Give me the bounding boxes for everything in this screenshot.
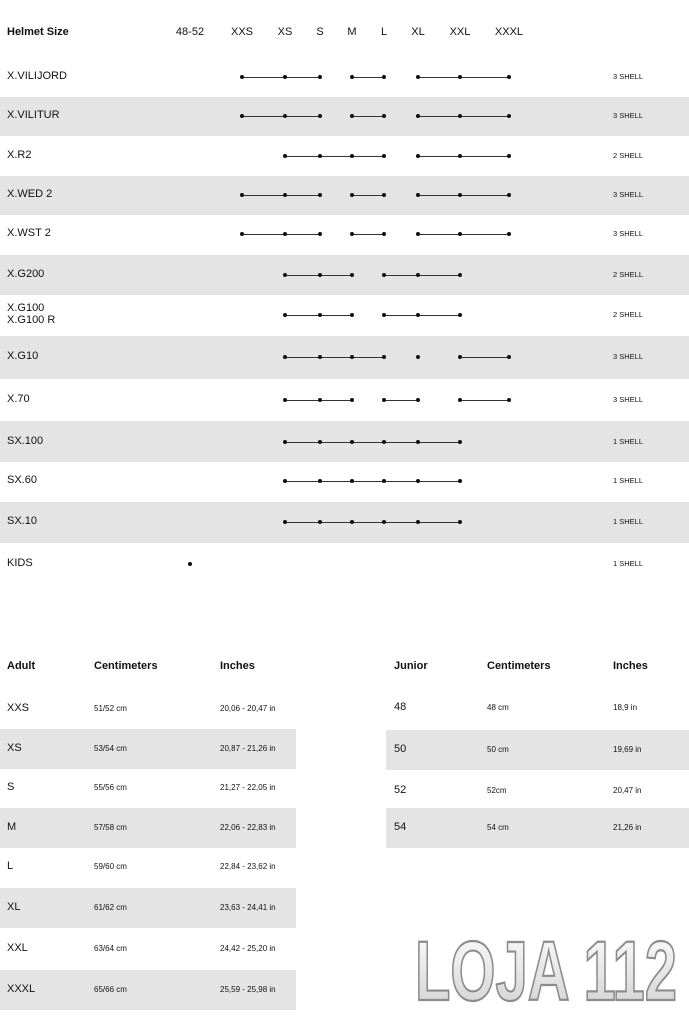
size-available-dot [416,313,420,317]
size-range-line [285,156,384,157]
size-available-dot [382,75,386,79]
size-available-dot [416,520,420,524]
size-range-line [285,481,460,482]
shell-count: 2 SHELL [613,270,644,279]
inches-value: 25,59 - 25,98 in [220,985,276,994]
size-label: 52 [394,784,407,796]
size-available-dot [283,232,287,236]
shell-count: 2 SHELL [613,310,644,319]
size-available-dot [318,398,322,402]
centimeters-value: 48 cm [487,703,509,712]
table-header: Inches [220,660,255,672]
size-label: L [7,860,14,872]
size-available-dot [458,232,462,236]
size-available-dot [350,479,354,483]
size-available-dot [240,75,244,79]
helmet-model-line: X.WED 2 [7,188,53,200]
helmet-model-name [7,302,55,326]
size-available-dot [382,355,386,359]
helmet-model-line: X.G100 [7,302,45,314]
size-range-line [242,195,320,196]
size-available-dot [318,232,322,236]
helmet-model-line: X.70 [7,393,30,405]
helmet-model-name [7,268,44,280]
size-range-line [384,315,460,316]
centimeters-value: 50 cm [487,745,509,754]
size-range-line [285,357,384,358]
size-column-header: 48-52 [175,26,205,38]
size-available-dot [382,440,386,444]
inches-value: 21,27 - 22,05 in [220,783,276,792]
size-available-dot [350,232,354,236]
size-range-line [242,77,320,78]
size-available-dot [382,520,386,524]
size-available-dot [382,273,386,277]
table-row-stripe [386,808,689,848]
size-available-dot [458,193,462,197]
size-available-dot [188,562,192,566]
shell-count: 2 SHELL [613,151,644,160]
size-available-dot [458,355,462,359]
size-available-dot [350,520,354,524]
size-range-line [418,234,509,235]
svg-text:LOJA 112: LOJA 112 [415,930,677,1008]
centimeters-value: 53/54 cm [94,744,127,753]
size-available-dot [283,75,287,79]
size-available-dot [318,355,322,359]
size-available-dot [458,479,462,483]
size-column-header: XS [277,26,293,38]
size-available-dot [350,193,354,197]
size-available-dot [283,273,287,277]
size-column-header: S [316,26,324,38]
size-available-dot [283,440,287,444]
size-range-line [418,116,509,117]
size-available-dot [507,355,511,359]
helmet-model-line: X.G10 [7,350,39,362]
centimeters-value: 59/60 cm [94,862,127,871]
size-available-dot [458,398,462,402]
inches-value: 18,9 in [613,703,638,712]
size-available-dot [507,114,511,118]
size-range-line [460,357,509,358]
size-range-line [352,77,384,78]
helmet-model-name [7,350,38,362]
size-available-dot [318,154,322,158]
size-available-dot [318,313,322,317]
inches-value: 20,06 - 20,47 in [220,704,276,713]
size-available-dot [507,193,511,197]
helmet-model-line: X.G200 [7,268,45,280]
helmet-model-name [7,149,31,161]
size-available-dot [416,398,420,402]
helmet-model-line: SX.100 [7,435,44,447]
size-available-dot [382,114,386,118]
helmet-model-name [7,557,33,569]
size-available-dot [350,398,354,402]
inches-value: 22,06 - 22,83 in [220,823,276,832]
size-range-line [384,275,460,276]
size-column-header: XXS [230,26,253,38]
size-range-line [384,400,418,401]
centimeters-value: 55/56 cm [94,783,127,792]
helmet-model-name [7,474,37,486]
size-range-line [242,234,320,235]
centimeters-value: 65/66 cm [94,985,127,994]
size-available-dot [283,398,287,402]
size-available-dot [458,273,462,277]
size-available-dot [416,273,420,277]
size-available-dot [458,313,462,317]
size-available-dot [416,154,420,158]
size-available-dot [416,355,420,359]
inches-value: 19,69 in [613,745,642,754]
helmet-model-name [7,393,30,405]
size-column-header: XXL [449,26,471,38]
size-available-dot [382,232,386,236]
size-label: 48 [394,701,407,713]
size-available-dot [318,479,322,483]
shell-count: 3 SHELL [613,352,644,361]
helmet-model-line: SX.10 [7,515,37,527]
table-row-stripe [386,730,689,770]
size-available-dot [318,440,322,444]
size-label: XXXL [7,983,36,995]
inches-value: 24,42 - 25,20 in [220,944,276,953]
helmet-model-name [7,188,52,200]
size-available-dot [458,520,462,524]
size-range-line [460,400,509,401]
size-column-header: XL [411,26,425,38]
size-available-dot [283,154,287,158]
size-label: M [7,821,17,833]
helmet-model-name [7,227,51,239]
size-available-dot [416,440,420,444]
size-available-dot [350,154,354,158]
size-label: XS [7,742,22,754]
size-available-dot [382,313,386,317]
size-available-dot [382,154,386,158]
size-range-line [242,116,320,117]
size-column-header: XXXL [494,26,524,38]
centimeters-value: 63/64 cm [94,944,127,953]
centimeters-value: 52cm [487,786,507,795]
chart-row-stripe [0,176,689,215]
size-range-line [418,156,509,157]
helmet-model-line: X.VILIJORD [7,70,67,82]
inches-value: 23,63 - 24,41 in [220,903,276,912]
shell-count: 1 SHELL [613,559,644,568]
loja-112-watermark-logo [412,930,680,1008]
size-available-dot [507,232,511,236]
size-available-dot [350,75,354,79]
size-range-line [418,77,509,78]
centimeters-value: 57/58 cm [94,823,127,832]
size-available-dot [283,193,287,197]
size-range-line [418,195,509,196]
size-available-dot [240,232,244,236]
size-available-dot [283,313,287,317]
inches-value: 21,26 in [613,823,642,832]
size-label: XXS [7,702,30,714]
size-label: 54 [394,821,407,833]
size-range-line [285,522,460,523]
size-range-line [352,116,384,117]
shell-count: 3 SHELL [613,111,644,120]
chart-row-stripe [0,97,689,136]
size-available-dot [507,398,511,402]
size-range-line [352,195,384,196]
shell-count: 3 SHELL [613,395,644,404]
helmet-model-line: X.WST 2 [7,227,51,239]
size-range-line [285,442,460,443]
size-available-dot [416,479,420,483]
shell-count: 1 SHELL [613,437,644,446]
chart-header-label: Helmet Size [7,26,69,38]
size-available-dot [350,355,354,359]
helmet-model-name [7,70,67,82]
size-available-dot [507,154,511,158]
helmet-model-line: SX.60 [7,474,37,486]
size-available-dot [283,114,287,118]
shell-count: 3 SHELL [613,229,644,238]
size-available-dot [350,313,354,317]
size-label: XL [7,901,21,913]
size-label: XXL [7,942,28,954]
size-available-dot [350,440,354,444]
table-header: Centimeters [94,660,158,672]
size-available-dot [382,398,386,402]
helmet-model-name [7,435,43,447]
size-available-dot [283,355,287,359]
size-available-dot [416,193,420,197]
size-available-dot [318,75,322,79]
inches-value: 22,84 - 23,62 in [220,862,276,871]
size-available-dot [507,75,511,79]
size-available-dot [318,193,322,197]
size-available-dot [240,114,244,118]
size-available-dot [283,520,287,524]
inches-value: 20,47 in [613,786,642,795]
table-header: Centimeters [487,660,551,672]
shell-count: 3 SHELL [613,72,644,81]
table-header: Inches [613,660,648,672]
shell-count: 1 SHELL [613,476,644,485]
size-available-dot [318,114,322,118]
size-column-header: L [380,26,388,38]
size-available-dot [382,479,386,483]
table-header: Junior [394,660,428,672]
size-available-dot [416,114,420,118]
size-label: 50 [394,743,407,755]
shell-count: 3 SHELL [613,190,644,199]
helmet-model-line: X.VILITUR [7,109,60,121]
size-label: S [7,781,15,793]
centimeters-value: 51/52 cm [94,704,127,713]
helmet-model-line: X.R2 [7,149,32,161]
size-available-dot [318,520,322,524]
centimeters-value: 54 cm [487,823,509,832]
size-available-dot [458,114,462,118]
size-available-dot [458,440,462,444]
size-available-dot [458,154,462,158]
size-available-dot [416,75,420,79]
helmet-model-name [7,515,37,527]
inches-value: 20,87 - 21,26 in [220,744,276,753]
size-available-dot [350,114,354,118]
helmet-model-line: X.G100 R [7,314,56,326]
size-available-dot [283,479,287,483]
size-available-dot [350,273,354,277]
centimeters-value: 61/62 cm [94,903,127,912]
shell-count: 1 SHELL [613,517,644,526]
size-column-header: M [347,26,357,38]
size-available-dot [416,232,420,236]
size-available-dot [458,75,462,79]
helmet-model-name [7,109,60,121]
size-available-dot [240,193,244,197]
size-range-line [352,234,384,235]
helmet-model-line: KIDS [7,557,33,569]
size-available-dot [318,273,322,277]
size-available-dot [382,193,386,197]
table-header: Adult [7,660,36,672]
